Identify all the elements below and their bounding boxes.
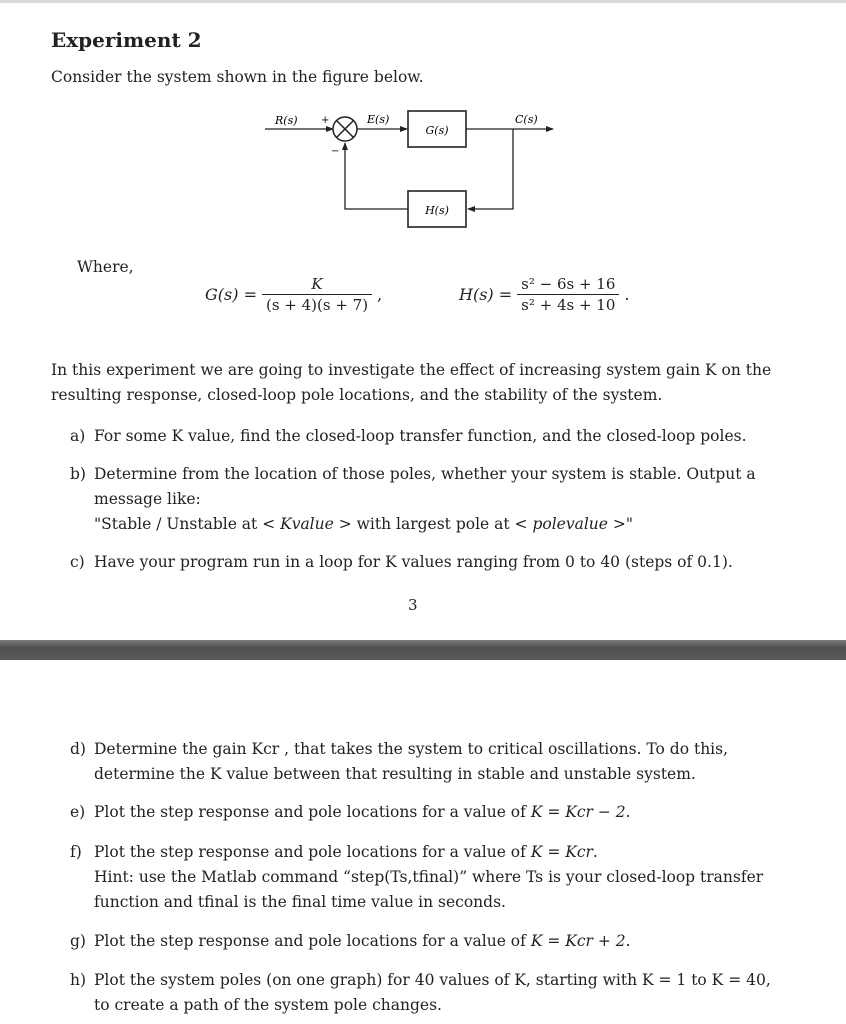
page-4: [0, 660, 846, 1024]
item-label: h): [70, 971, 87, 989]
message-polevalue: polevalue: [532, 515, 608, 533]
item-label: a): [70, 427, 86, 445]
item-text: For some K value, find the closed-loop transfer function, and the closed-loop poles.: [94, 427, 747, 445]
item-text: Plot the system poles (on one graph) for 40 values of K, starting with K = 1 to K = 40, to create a path of the system pole changes.: [94, 971, 771, 1014]
hint-text: Hint: use the Matlab command “step(Ts,tfinal)” where Ts is your closed-loop transfer function and tfinal is the final time value in seconds.: [94, 868, 764, 911]
forward-block-label: G(s): [425, 124, 449, 137]
message-kvalue: Kvalue: [280, 515, 334, 533]
item-label: b): [70, 465, 86, 483]
intro-text: Consider the system shown in the figure below.: [51, 68, 424, 86]
message-part: "Stable / Unstable at <: [94, 515, 281, 533]
item-tail: .: [625, 803, 631, 821]
list-item-f: [70, 840, 782, 915]
item-tail: .: [625, 932, 631, 950]
item-label: f): [70, 843, 82, 861]
item-body: [94, 462, 782, 537]
page-separator: [0, 640, 846, 660]
experiment-paragraph: In this experiment we are going to investigate the effect of increasing system gain K on the resulting response, closed-loop pole locations, and the stability of the system.: [51, 361, 772, 404]
g-equation: [205, 275, 382, 314]
feedback-path-in: [468, 129, 513, 209]
block-diagram: [255, 104, 575, 234]
item-label: c): [70, 553, 85, 571]
g-lhs: G(s) =: [205, 285, 257, 304]
item-text: Determine the gain Kcr , that takes the system to critical oscillations. To do this, determine the K value between that resulting in stable and unstable system.: [94, 740, 729, 783]
message-part: > with largest pole at <: [333, 515, 533, 533]
feedback-path-out: [345, 143, 408, 209]
list-item-d: [70, 737, 782, 787]
output-label: C(s): [515, 113, 538, 126]
h-denominator: s² + 4s + 10: [517, 294, 619, 314]
message-part: >": [607, 515, 633, 533]
math-expression: K = Kcr − 2: [530, 803, 626, 821]
list-item-g: [70, 929, 782, 954]
item-text: Have your program run in a loop for K values ranging from 0 to 40 (steps of 0.1).: [94, 553, 733, 571]
list-item-c: [70, 550, 782, 575]
math-expression: K = Kcr + 2: [530, 932, 626, 950]
experiment-heading: Experiment 2: [51, 28, 202, 52]
g-tail: ,: [377, 285, 383, 304]
h-numerator: s² − 6s + 16: [521, 275, 616, 293]
top-rule: [0, 0, 846, 3]
output-message: [94, 515, 633, 533]
plus-sign: +: [321, 115, 330, 126]
item-text: Plot the step response and pole locations for a value of: [94, 843, 531, 861]
item-body: [94, 840, 782, 915]
item-label: e): [70, 803, 86, 821]
input-label: R(s): [275, 114, 298, 127]
where-text: Where,: [77, 258, 134, 276]
h-fraction: [517, 275, 619, 314]
math-expression: K = Kcr: [530, 843, 593, 861]
h-equation: [459, 275, 629, 314]
list-item-b: [70, 462, 782, 537]
minus-sign: −: [331, 146, 340, 157]
item-tail: .: [592, 843, 598, 861]
item-label: g): [70, 932, 86, 950]
list-item-e: [70, 800, 782, 825]
item-body: [94, 929, 782, 954]
error-label: E(s): [367, 113, 390, 126]
item-text: Plot the step response and pole locations for a value of: [94, 803, 531, 821]
g-denominator: (s + 4)(s + 7): [262, 294, 372, 314]
h-tail: .: [624, 285, 630, 304]
item-body: [94, 800, 782, 825]
list-item-a: [70, 424, 782, 449]
h-lhs: H(s) =: [459, 285, 513, 304]
item-text: Plot the step response and pole locations for a value of: [94, 932, 531, 950]
g-numerator: K: [311, 275, 323, 293]
page-number: 3: [408, 596, 418, 614]
item-text: Determine from the location of those poles, whether your system is stable. Output a message like:: [94, 465, 756, 508]
feedback-block-label: H(s): [425, 204, 449, 217]
list-item-h: [70, 968, 782, 1018]
item-label: d): [70, 740, 86, 758]
g-fraction: [262, 275, 372, 314]
